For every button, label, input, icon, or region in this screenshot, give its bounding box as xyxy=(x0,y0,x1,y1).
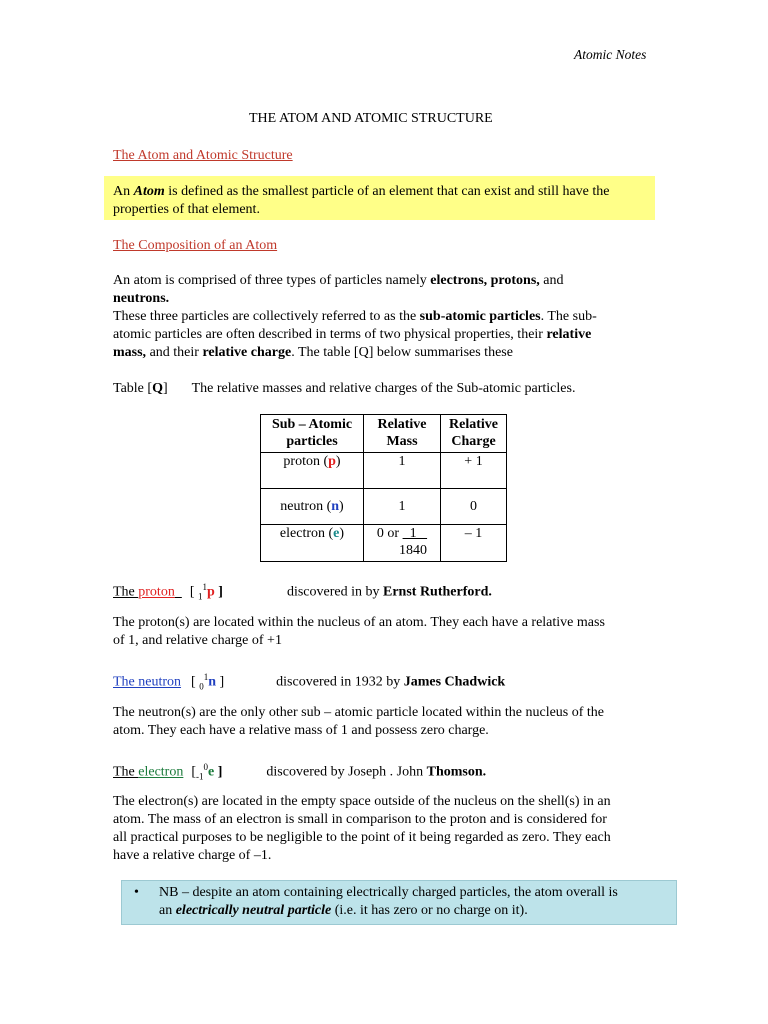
neutron-text-1: The neutron(s) are the only other sub – atomic particle located within the nucleus of the xyxy=(113,705,605,720)
running-header: Atomic Notes xyxy=(574,47,647,62)
section-heading-atom: The Atom and Atomic Structure xyxy=(113,148,293,163)
proton-text-1: The proton(s) are located within the nucleus of an atom. They each have a relative mass xyxy=(113,615,605,630)
table-row xyxy=(261,453,507,489)
cell-proton: proton (p) xyxy=(261,453,364,489)
neutron-text-2: atom. They each have a relative mass of 1 and possess zero charge. xyxy=(113,723,489,738)
cell-electron-mass: 0 or 1 1840 xyxy=(364,525,441,562)
table-row xyxy=(261,489,507,525)
electron-text-4: have a relative charge of –1. xyxy=(113,848,272,863)
definition-line-1: An Atom is defined as the smallest particle of an element that can exist and still have the xyxy=(113,184,610,199)
proton-text-2: of 1, and relative charge of +1 xyxy=(113,633,282,648)
electron-heading-line: The electron [$_{-1}^0e$ ] discovered by Joseph . John Thomson. xyxy=(113,762,487,782)
atom-term: Atom xyxy=(133,184,165,199)
cell-proton-charge: + 1 xyxy=(441,453,507,489)
cell-neutron-charge: 0 xyxy=(441,489,507,525)
table-header-row xyxy=(261,415,507,453)
cell-electron-charge: – 1 xyxy=(441,525,507,562)
note-line-1: NB – despite an atom containing electrically charged particles, the atom overall is xyxy=(159,885,618,900)
subatomic-table xyxy=(260,414,507,562)
note-line-2: an electrically neutral particle (i.e. it has zero or no charge on it). xyxy=(159,903,528,918)
cell-neutron-mass: 1 xyxy=(364,489,441,525)
header-charge: Relative Charge xyxy=(441,415,507,453)
electron-text-3: all practical purposes to be negligible to the point of it being regarded as zero. They each xyxy=(113,830,611,845)
composition-line-5: mass, and their relative charge. The table [Q] below summarises these xyxy=(113,345,513,360)
header-mass: Relative Mass xyxy=(364,415,441,453)
page-title: THE ATOM AND ATOMIC STRUCTURE xyxy=(249,111,493,126)
note-bullet: • xyxy=(134,885,139,900)
electron-text-1: The electron(s) are located in the empty space outside of the nucleus on the shell(s) in an xyxy=(113,794,611,809)
section-heading-composition: The Composition of an Atom xyxy=(113,238,278,253)
composition-line-4: atomic particles are often described in terms of two physical properties, their relative xyxy=(113,327,592,342)
table-row xyxy=(261,525,507,562)
cell-electron: electron (e) xyxy=(261,525,364,562)
composition-line-2: neutrons. xyxy=(113,291,170,306)
neutron-heading-line: The neutron [ $_0^1$n ] discovered in 1932 by James Chadwick xyxy=(113,672,506,692)
header-particles: Sub – Atomic particles xyxy=(261,415,364,453)
composition-line-1: An atom is comprised of three types of particles namely electrons, protons, and xyxy=(113,273,564,288)
cell-proton-mass: 1 xyxy=(364,453,441,489)
definition-line-2: properties of that element. xyxy=(113,202,260,217)
composition-line-3: These three particles are collectively referred to as the sub-atomic particles. The sub- xyxy=(113,309,597,324)
table-caption: Table [Q] The relative masses and relative charges of the Sub-atomic particles. xyxy=(113,381,576,396)
cell-neutron: neutron (n) xyxy=(261,489,364,525)
proton-heading-line: The proton [ $_1^1$p ] discovered in by Ernst Rutherford. xyxy=(113,582,492,602)
electron-text-2: atom. The mass of an electron is small in comparison to the proton and is considered for xyxy=(113,812,607,827)
